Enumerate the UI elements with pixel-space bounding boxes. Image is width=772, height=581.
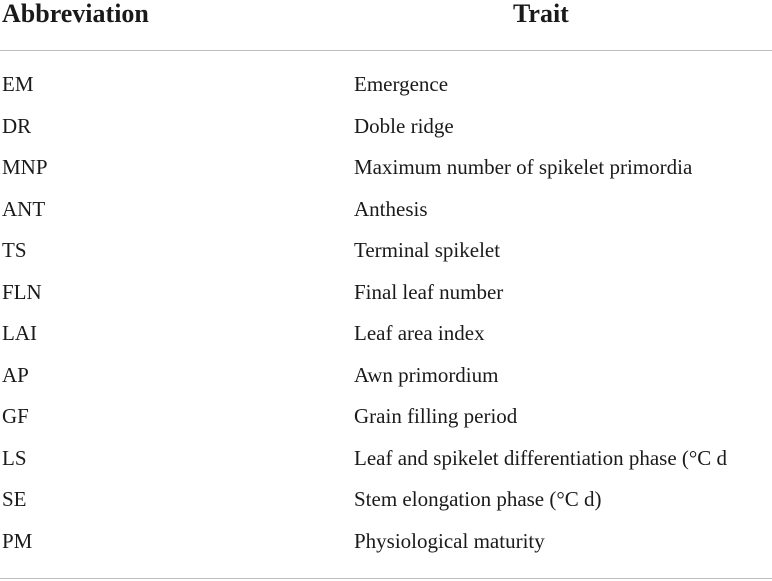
abbreviation-cell: FLN [2,279,42,304]
trait-cell: Final leaf number [354,279,504,304]
trait-cell: Emergence [354,72,449,96]
table-row [0,66,772,108]
header-abbreviation: Abbreviation [2,0,149,28]
table-row [0,191,772,233]
abbreviation-cell: TS [2,238,27,262]
table-bottom-rule [0,578,772,579]
abbreviation-cell: LAI [2,321,37,345]
abbreviation-cell: ANT [2,196,46,221]
trait-cell: Stem elongation phase (°C d) [354,487,602,511]
abbreviation-cell: LS [2,445,27,470]
table-row [0,523,772,565]
table-row [0,440,772,482]
trait-cell: Maximum number of spikelet primordia [354,155,693,179]
abbreviation-cell: AP [2,362,29,387]
trait-cell: Grain filling period [354,404,518,428]
abbreviation-cell: EM [2,72,34,96]
table-row [0,274,772,316]
table-row [0,108,772,150]
abbreviation-cell: SE [2,487,27,511]
table-row [0,232,772,274]
trait-cell: Doble ridge [354,113,454,138]
abbreviation-cell: MNP [2,155,48,179]
table-header [0,0,772,51]
abbreviation-cell: DR [2,113,32,138]
table-body [0,66,772,564]
table-row [0,357,772,399]
table-row [0,398,772,440]
trait-cell: Physiological maturity [354,528,545,553]
trait-cell: Anthesis [354,196,428,221]
table-row [0,481,772,523]
table-row [0,315,772,357]
abbreviation-cell: GF [2,404,29,428]
trait-cell: Leaf area index [354,321,485,345]
trait-cell: Leaf and spikelet differentiation phase (°C d [354,445,728,470]
trait-cell: Awn primordium [354,362,499,387]
abbreviation-cell: PM [2,528,33,553]
trait-cell: Terminal spikelet [354,238,501,262]
table-row [0,149,772,191]
header-trait: Trait [513,0,569,28]
